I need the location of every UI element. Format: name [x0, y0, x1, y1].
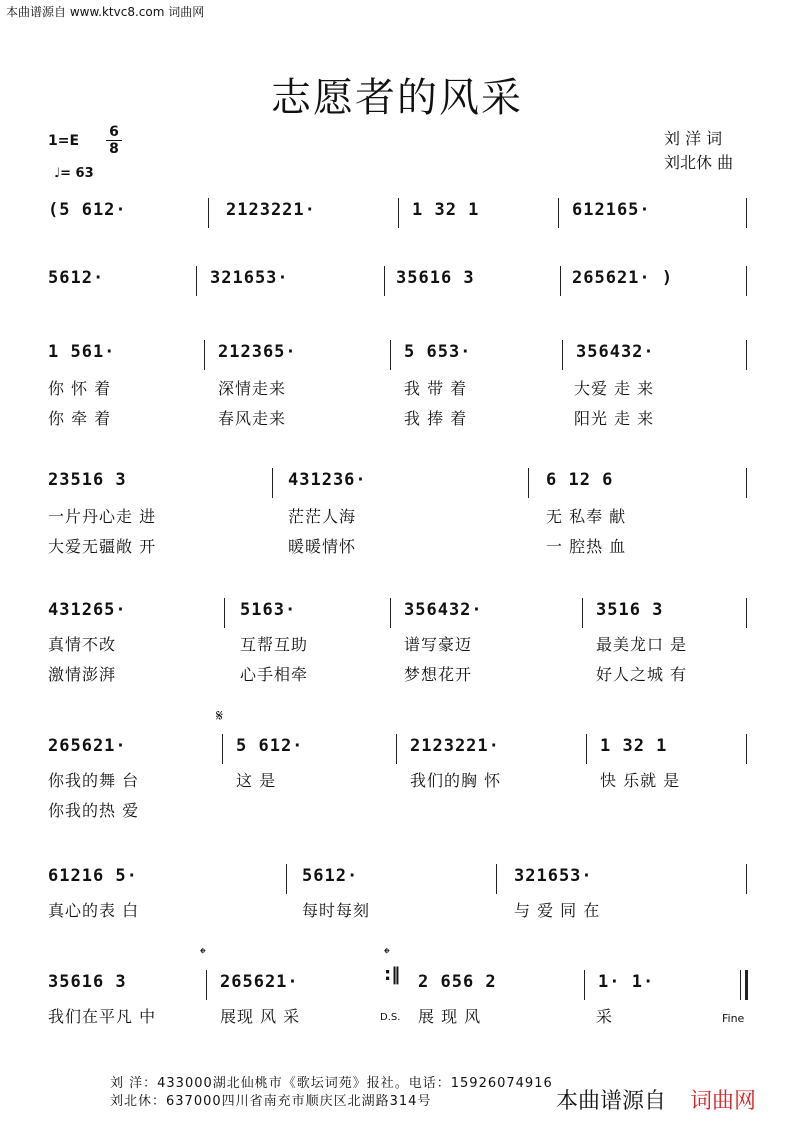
- barline: [746, 266, 747, 296]
- measure: 2 656 2: [418, 972, 497, 992]
- lyric: 大爱无疆敞 开: [48, 537, 157, 556]
- repeat-end-icon: :‖: [384, 964, 401, 985]
- composer-credit: 刘北休 曲: [664, 153, 734, 172]
- barline: [286, 864, 287, 894]
- measure: 612165·: [572, 200, 651, 220]
- barline: [746, 598, 747, 628]
- barline: [208, 198, 209, 228]
- measure: 431236·: [288, 470, 367, 490]
- measure: 1 32 1: [412, 200, 480, 220]
- measure: 265621· ): [572, 268, 674, 288]
- barline: [746, 468, 747, 498]
- brand-label-red: 词曲网: [690, 1089, 757, 1114]
- barline: [528, 468, 529, 498]
- measure: 321653·: [210, 268, 289, 288]
- lyric: 展 现 风: [418, 1007, 482, 1026]
- key-signature: 1=E: [48, 133, 80, 149]
- lyric: 我们在平凡 中: [48, 1007, 157, 1026]
- source-header: 本曲谱源自 www.ktvc8.com 词曲网: [6, 5, 205, 19]
- measure: 1· 1·: [598, 972, 655, 992]
- lyric: 谱写豪迈: [404, 635, 473, 654]
- barline: [746, 198, 747, 228]
- measure: 265621·: [220, 972, 299, 992]
- barline: [224, 598, 225, 628]
- lyric: 一 腔热 血: [546, 537, 627, 556]
- lyric: 激情澎湃: [48, 665, 117, 684]
- lyric: 暖暖情怀: [288, 537, 357, 556]
- lyric: 你 怀 着: [48, 379, 112, 398]
- lyric: 每时每刻: [302, 901, 371, 920]
- barline: [560, 266, 561, 296]
- measure: 321653·: [514, 866, 593, 886]
- barline: [746, 864, 747, 894]
- quarter-note-icon: ♩: [54, 166, 61, 181]
- lyric: 茫茫人海: [288, 507, 357, 526]
- footer-contact-2: 刘北休：637000四川省南充市顺庆区北湖路314号: [110, 1094, 432, 1109]
- barline: [396, 734, 397, 764]
- final-barline: [745, 970, 748, 1000]
- lyric: 春风走来: [218, 409, 287, 428]
- footer-contact-1: 刘 洋：433000湖北仙桃市《歌坛词苑》报社。电话：15926074916: [110, 1076, 553, 1091]
- barline: [496, 864, 497, 894]
- measure: 23516 3: [48, 470, 127, 490]
- lyric: 真情不改: [48, 635, 117, 654]
- lyric: 这 是: [236, 771, 277, 790]
- barline: [746, 340, 747, 370]
- fine-mark: Fine: [722, 1012, 745, 1025]
- lyric: 你 牵 着: [48, 409, 112, 428]
- barline: [562, 340, 563, 370]
- ds-mark: D.S.: [380, 1012, 401, 1023]
- lyricist-credit: 刘 洋 词: [664, 129, 723, 148]
- measure: 35616 3: [396, 268, 475, 288]
- lyric: 大爱 走 来: [574, 379, 655, 398]
- measure: 1 32 1: [600, 736, 668, 756]
- lyric: 梦想花开: [404, 665, 473, 684]
- measure: 2123221·: [410, 736, 500, 756]
- barline: [204, 340, 205, 370]
- measure: 35616 3: [48, 972, 127, 992]
- measure: 212365·: [218, 342, 297, 362]
- measure: 5612·: [302, 866, 359, 886]
- barline: [398, 198, 399, 228]
- measure: 5163·: [240, 600, 297, 620]
- lyric: 展现 风 采: [220, 1007, 301, 1026]
- measure: 5 612·: [236, 736, 304, 756]
- lyric: 好人之城 有: [596, 665, 688, 684]
- time-signature: [106, 124, 122, 157]
- measure: 1 561·: [48, 342, 116, 362]
- song-title: 志愿者的风采: [271, 75, 523, 121]
- lyric: 与 爱 同 在: [514, 901, 601, 920]
- measure: 356432·: [576, 342, 655, 362]
- measure: 5612·: [48, 268, 105, 288]
- lyric: 阳光 走 来: [574, 409, 655, 428]
- lyric: 我 带 着: [404, 379, 468, 398]
- barline: [584, 970, 585, 1000]
- tempo-value: = 63: [60, 166, 94, 181]
- barline: [390, 598, 391, 628]
- barline: [582, 598, 583, 628]
- lyric: 我们的胸 怀: [410, 771, 502, 790]
- measure: 431265·: [48, 600, 127, 620]
- measure: 2123221·: [226, 200, 316, 220]
- barline: [206, 970, 207, 1000]
- coda-icon: 𝄌: [384, 944, 390, 963]
- time-numerator: 6: [109, 124, 119, 140]
- lyric: 无 私奉 献: [546, 507, 627, 526]
- lyric: 采: [596, 1007, 614, 1026]
- lyric: 深情走来: [218, 379, 287, 398]
- measure: 6 12 6: [546, 470, 614, 490]
- brand-label: 本曲谱源自: [556, 1089, 667, 1114]
- lyric: 快 乐就 是: [600, 771, 681, 790]
- lyric: 我 捧 着: [404, 409, 468, 428]
- barline: [196, 266, 197, 296]
- lyric: 心手相牵: [240, 665, 309, 684]
- lyric: 互帮互助: [240, 635, 309, 654]
- measure: 356432·: [404, 600, 483, 620]
- barline: [390, 340, 391, 370]
- measure: (5 612·: [48, 200, 127, 220]
- lyric: 真心的表 白: [48, 901, 140, 920]
- measure: 265621·: [48, 736, 127, 756]
- lyric: 你我的舞 台: [48, 771, 140, 790]
- lyric: 最美龙口 是: [596, 635, 688, 654]
- barline: [272, 468, 273, 498]
- barline: [740, 970, 741, 1000]
- barline: [384, 266, 385, 296]
- measure: 3516 3: [596, 600, 664, 620]
- tempo-mark: [54, 166, 94, 181]
- segno-icon: 𝄋: [216, 706, 223, 725]
- lyric: 你我的热 爱: [48, 801, 140, 820]
- barline: [746, 734, 747, 764]
- measure: 61216 5·: [48, 866, 138, 886]
- lyric: 一片丹心走 进: [48, 507, 157, 526]
- time-denominator: 8: [106, 140, 122, 157]
- barline: [586, 734, 587, 764]
- coda-icon: 𝄌: [200, 944, 206, 963]
- barline: [222, 734, 223, 764]
- barline: [558, 198, 559, 228]
- measure: 5 653·: [404, 342, 472, 362]
